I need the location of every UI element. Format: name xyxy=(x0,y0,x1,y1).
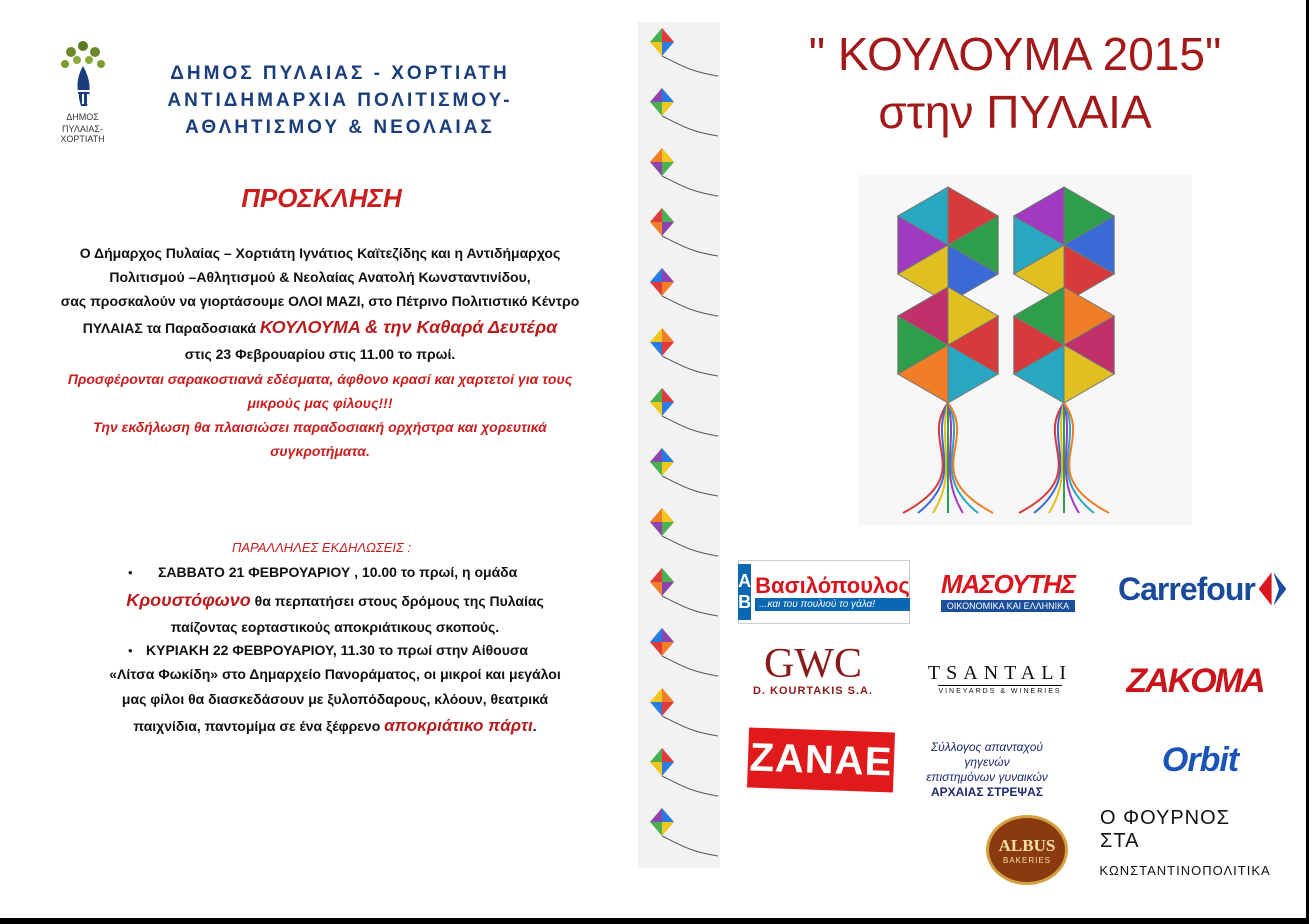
tree-emblem-icon xyxy=(53,40,113,110)
zanae-name: ZANAE xyxy=(748,735,894,784)
offer-line-1: Προσφέρονται σαρακοστιανά εδέσματα, άφθονο κρασί και χαρτετοί για τους xyxy=(67,371,573,387)
sponsor-zakoma-logo xyxy=(1126,660,1264,702)
invitation-title: ΠΡΟΣΚΛΗΣΗ xyxy=(241,183,402,213)
hexagon-kites-icon xyxy=(858,175,1192,525)
municipality-logo xyxy=(40,40,125,144)
tsantali-subtitle: VINEYARDS & WINERIES xyxy=(938,685,1061,695)
offer-line-2: μικρούς μας φίλους!!! xyxy=(247,395,393,411)
gwc-subtitle: D. KOURTAKIS S.A. xyxy=(752,685,874,697)
sponsor-syllogos-text xyxy=(908,740,1066,800)
event-1-line-2-text: θα περπατήσει στους δρόμους της Πυλαίας xyxy=(250,593,544,609)
invitation-line-4-prefix: ΠΥΛΑΙΑΣ τα Παραδοσιακά xyxy=(82,320,260,336)
orbit-name: Orbit xyxy=(1161,740,1239,779)
ab-mark xyxy=(738,564,751,620)
event-2-line-4-prefix: παιχνίδια, παντομίμα σε ένα ξέφρενο xyxy=(133,718,385,734)
sponsor-carrefour-logo xyxy=(1118,556,1288,622)
sponsor-orbit-logo xyxy=(1142,740,1258,780)
offer-line-4: συγκροτήματα. xyxy=(270,443,370,459)
carnival-party-highlight: αποκριάτικο πάρτι xyxy=(384,716,533,735)
event-2-line-3: μας φίλοι θα διασκεδάσουν με ξυλοπόδαρους, κλόουν, θεατρικά xyxy=(121,691,549,707)
syllogos-line-3: ΑΡΧΑΙΑΣ ΣΤΡΕΨΑΣ xyxy=(931,785,1043,799)
event-title-line-1: " ΚΟΥΛΟΥΜΑ 2015" xyxy=(808,28,1222,80)
sponsor-fournos-text xyxy=(1099,806,1271,878)
event-2-line-2: «Λίτσα Φωκίδη» στο Δημαρχείο Πανοράματος, οι μικροί και μεγάλοι xyxy=(109,666,561,682)
sponsor-vasilopoulos-logo xyxy=(738,560,910,624)
invitation-date: στις 23 Φεβρουαρίου στις 11.00 το πρωί. xyxy=(184,346,456,362)
ab-mark-a: A xyxy=(738,571,752,591)
kite-decoration-strip xyxy=(638,22,720,868)
event-title xyxy=(735,25,1295,141)
masoutis-name: ΜΑΣΟΥΤΗΣ xyxy=(940,568,1076,599)
event-2-line-4-suffix: . xyxy=(532,718,537,734)
event-2-line-1: ΚΥΡΙΑΚΗ 22 ΦΕΒΡΟΥΑΡΙΟΥ, 11.30 το πρωί στην Αίθουσα xyxy=(146,642,529,658)
event-title-line-2: στην ΠΥΛΑΙΑ xyxy=(878,86,1152,138)
bullet-1: • xyxy=(128,565,133,580)
carrefour-emblem-icon xyxy=(1255,569,1288,609)
small-kite-icon xyxy=(650,508,718,556)
zakoma-name: ZAKOMA xyxy=(1126,661,1264,700)
sponsor-tsantali-logo xyxy=(905,662,1095,694)
vasilopoulos-slogan: ...και του πουλιού το γάλα! xyxy=(755,598,910,611)
small-kite-icon xyxy=(650,808,718,856)
tsantali-name: TSANTALI xyxy=(927,661,1073,684)
invitation-line-4 xyxy=(25,317,615,338)
small-kite-icon xyxy=(650,568,718,616)
small-kite-icon xyxy=(650,748,718,796)
org-line-3: ΑΘΛΗΤΙΣΜΟΥ & ΝΕΟΛΑΙΑΣ xyxy=(185,117,495,138)
kroustofono-highlight: Κρουστόφωνο xyxy=(126,590,251,610)
organization-heading xyxy=(140,60,540,141)
koulouma-highlight: ΚΟΥΛΟΥΜΑ & την Καθαρά Δευτέρα xyxy=(259,317,558,337)
page-frame-bottom xyxy=(0,918,1309,924)
event-2-line-4 xyxy=(40,716,630,736)
carrefour-name: Carrefour xyxy=(1118,570,1255,607)
invitation-line-1: Ο Δήμαρχος Πυλαίας – Χορτιάτη Ιγνάτιος Καϊτεζίδης και η Αντιδήμαρχος xyxy=(79,245,561,261)
kites-photo xyxy=(858,175,1192,525)
vasilopoulos-name: Βασιλόπουλος xyxy=(755,572,910,598)
syllogos-line-2: επιστημόνων γυναικών xyxy=(926,770,1048,784)
small-kite-icon xyxy=(650,88,718,136)
small-kite-icon xyxy=(650,268,718,316)
sponsor-masoutis-logo xyxy=(918,562,1098,618)
event-1-line-2 xyxy=(40,590,630,611)
logo-text-line-2: ΠΥΛΑΙΑΣ-ΧΟΡΤΙΑΤΗ xyxy=(60,124,105,144)
invitation-line-2: Πολιτισμού –Αθλητισμού & Νεολαίας Ανατολή Κωνσταντινίδου, xyxy=(109,269,531,285)
fournos-line-1: Ο ΦΟΥΡΝΟΣ ΣΤΑ xyxy=(1100,806,1231,852)
small-kite-icon xyxy=(650,448,718,496)
sponsor-gwc-logo xyxy=(738,636,888,704)
sponsor-albus-logo xyxy=(986,815,1068,885)
ab-mark-b: B xyxy=(738,592,752,612)
small-kite-icon xyxy=(650,28,718,76)
event-1-line-1: ΣΑΒΒΑΤΟ 21 ΦΕΒΡΟΥΑΡΙΟΥ , 10.00 το πρωί, η ομάδα xyxy=(158,564,518,580)
small-kite-icon xyxy=(650,688,718,736)
albus-subtitle: BAKERIES xyxy=(1002,855,1051,865)
small-kite-icon xyxy=(650,388,718,436)
syllogos-line-1: Σύλλογος απανταχού γηγενών xyxy=(930,740,1044,769)
logo-text-line-1: ΔΗΜΟΣ xyxy=(66,112,99,122)
fournos-line-2: ΚΩΝΣΤΑΝΤΙΝΟΠΟΛΙΤΙΚΑ xyxy=(1099,862,1271,878)
albus-name: ALBUS xyxy=(998,835,1056,855)
offer-line-3: Την εκδήλωση θα πλαισιώσει παραδοσιακή ορχήστρα και χορευτικά xyxy=(93,419,547,435)
small-kite-icon xyxy=(650,148,718,196)
org-line-1: ΔΗΜΟΣ ΠΥΛΑΙΑΣ - ΧΟΡΤΙΑΤΗ xyxy=(170,63,510,84)
masoutis-subtitle: ΟΙΚΟΝΟΜΙΚΑ ΚΑΙ ΕΛΛΗΝΙΚΑ xyxy=(941,600,1075,612)
small-kite-icon xyxy=(650,628,718,676)
invitation-line-3: σας προσκαλούν να γιορτάσουμε ΟΛΟΙ ΜΑΖΙ, στο Πέτρινο Πολιτιστικό Κέντρο xyxy=(60,293,580,309)
org-line-2: ΑΝΤΙΔΗΜΑΡΧΙΑ ΠΟΛΙΤΙΣΜΟΥ- xyxy=(167,90,513,111)
parallel-events-title: ΠΑΡΑΛΛΗΛΕΣ ΕΚΔΗΛΩΣΕΙΣ : xyxy=(231,540,412,555)
small-kite-icon xyxy=(650,208,718,256)
event-1-line-3: παίζοντας εορταστικούς αποκριάτικους σκοπούς. xyxy=(170,619,500,635)
kite-strip-graphic xyxy=(638,22,720,868)
sponsor-zanae-logo xyxy=(747,727,895,792)
gwc-mark: GWC xyxy=(764,641,862,687)
small-kite-icon xyxy=(650,328,718,376)
bullet-2: • xyxy=(128,643,133,658)
